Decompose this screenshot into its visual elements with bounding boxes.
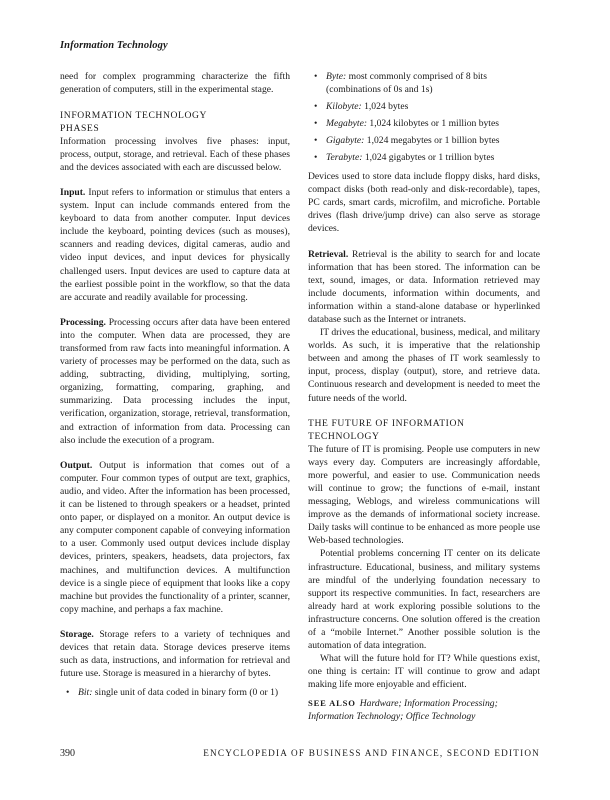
bullet-icon: • (314, 101, 318, 113)
storage-devices-paragraph: Devices used to store data include floppy disks, hard disks, compact disks (both read-only and disk-recordable), tapes, PC cards, smart cards, microfilm, and microfiche. Portable drives (flash drive/jump drive) can also serve as storage devices. (308, 171, 540, 235)
future-paragraph: What will the future hold for IT? While questions exist, one thing is certain: IT will continue to grow and adapt making life more enjoyable and efficient. (308, 652, 540, 690)
byte-list (60, 686, 290, 699)
see-also-references[interactable]: Hardware; Information Processing; Information Technology; Office Technology (308, 697, 498, 723)
list-item (308, 151, 540, 164)
it-drives-paragraph: IT drives the educational, business, medical, and military worlds. As such, it is imperative that the relationship between and among the phases of IT work seamlessly to input, process, display (output), store, and retrieve data. Continuous research and development is needed to meet the future needs of the world. (308, 327, 540, 404)
bullet-icon: • (314, 135, 318, 147)
section-heading-phases (60, 109, 290, 135)
output-paragraph (60, 459, 290, 616)
list-text: most commonly comprised of 8 bits (combinations of 0s and 1s) (326, 71, 487, 96)
list-item (308, 134, 540, 147)
future-paragraph: Potential problems concerning IT center on its delicate infrastructure. Educational, business, and military systems are mindful of the underlying foundation necessary to support its respective communities. In fact, researchers are already hard at work exploring possible solutions to the infrastructure concerns. One solution offered is the creation of a “mobile Internet.” Another possible solution is the automation of data integration. (308, 548, 540, 651)
list-text: 1,024 megabytes or 1 billion bytes (364, 135, 500, 147)
processing-paragraph (60, 316, 290, 446)
input-term: Input. (60, 187, 86, 199)
list-text: 1,024 kilobytes or 1 million bytes (367, 118, 499, 130)
heading-line: INFORMATION TECHNOLOGY (60, 109, 208, 121)
list-term: Terabyte: (326, 152, 363, 164)
bullet-icon: • (314, 118, 318, 130)
see-also-label: SEE ALSO (308, 697, 356, 708)
list-text: 1,024 bytes (361, 101, 409, 113)
list-text: single unit of data coded in binary form (0 or 1) (92, 687, 279, 699)
processing-term: Processing. (60, 317, 106, 329)
list-term: Gigabyte: (326, 135, 365, 147)
retrieval-term: Retrieval. (308, 249, 349, 261)
list-term: Megabyte: (326, 118, 368, 130)
section-heading-future (308, 417, 540, 443)
list-term: Kilobyte: (326, 101, 362, 113)
processing-text: Processing occurs after data have been entered into the computer. When data are processed, they are transformed from raw facts into meaningful information. A variety of processes may be performed on the data, such as adding, subtracting, dividing, multiplying, sorting, organizing, formatting, comparing, graphing, and summarizing. Data processing includes the input, verification, organization, storage, retrieval, transformation, and extraction of information from data. Processing can also include the execution of a program. (60, 317, 290, 446)
list-term: Bit: (78, 687, 93, 699)
heading-line: THE FUTURE OF INFORMATION (308, 418, 465, 430)
heading-line: TECHNOLOGY (308, 431, 380, 443)
retrieval-paragraph (308, 248, 540, 326)
list-item (60, 686, 290, 699)
output-text: Output is information that comes out of a computer. Four common types of output are text, graphics, audio, and video. After the information has been processed, it can be listened to through speakers or a headset, printed onto paper, or displayed on a monitor. An output device is any computer component capable of conveying information to a user. Commonly used output devices include display devices, printers, speakers, headsets, data projectors, fax machines, and multifunction devices. A multifunction device is a single piece of equipment that looks like a copy machine but provides the functionality of a printer, scanner, copy machine, and perhaps a fax machine. (60, 460, 290, 615)
right-column (308, 70, 540, 723)
storage-paragraph (60, 628, 290, 680)
byte-list (308, 70, 540, 164)
bullet-icon: • (314, 152, 318, 164)
left-column (60, 70, 290, 705)
input-paragraph (60, 186, 290, 303)
storage-text: Storage refers to a variety of techniques and devices that retain data. Storage devices preserve items such as data, instructions, and information for retrieval and future use. Storage is measured in a hierarchy of bytes. (60, 629, 290, 680)
book-title: ENCYCLOPEDIA OF BUSINESS AND FINANCE, SECOND EDITION (203, 748, 540, 758)
input-text: Input refers to information or stimulus that enters a system. Input can include commands entered from the keyboard to data from another computer. Input devices include the keyboard, pointing devices (such as mouses), scanners and reading devices, digital cameras, audio and video input devices, and input devices for physically challenged users. Input devices are used to capture data at the earliest possible point in the workflow, so that the data are accurate and readily available for processing. (60, 187, 290, 303)
list-item (308, 70, 540, 96)
future-paragraph: The future of IT is promising. People use computers in new ways every day. Computers are increasingly affordable, more powerful, and easier to use. Communication needs will continue to grow; the functions of e-mail, instant messaging, Weblogs, and wireless communications will improve as the demands of informational society increase. Daily tasks will continue to be enhanced as more people use Web-based technologies. (308, 444, 540, 547)
phases-intro-paragraph: Information processing involves five phases: input, process, output, storage, and retrieval. Each of these phases and the devices associated with each are discussed below. (60, 135, 290, 173)
list-text: 1,024 gigabytes or 1 trillion bytes (362, 152, 495, 164)
see-also (308, 697, 540, 723)
running-head: Information Technology (60, 40, 168, 51)
bullet-icon: • (314, 71, 318, 82)
output-term: Output. (60, 460, 93, 472)
list-item (308, 117, 540, 130)
list-term: Byte: (326, 71, 347, 82)
retrieval-text: Retrieval is the ability to search for and locate information that has been stored. The information can be text, sound, images, or data. Information retrieved may include documents, information within documents, and information within a stand-alone database or hyperlinked database such as the Internet or intranets. (308, 249, 540, 326)
list-item (308, 100, 540, 113)
storage-term: Storage. (60, 629, 94, 641)
continuation-paragraph: need for complex programming characterize the fifth generation of computers, still in the experimental stage. (60, 71, 290, 96)
bullet-icon: • (66, 687, 70, 699)
page-number: 390 (60, 748, 75, 759)
heading-line: PHASES (60, 122, 100, 134)
